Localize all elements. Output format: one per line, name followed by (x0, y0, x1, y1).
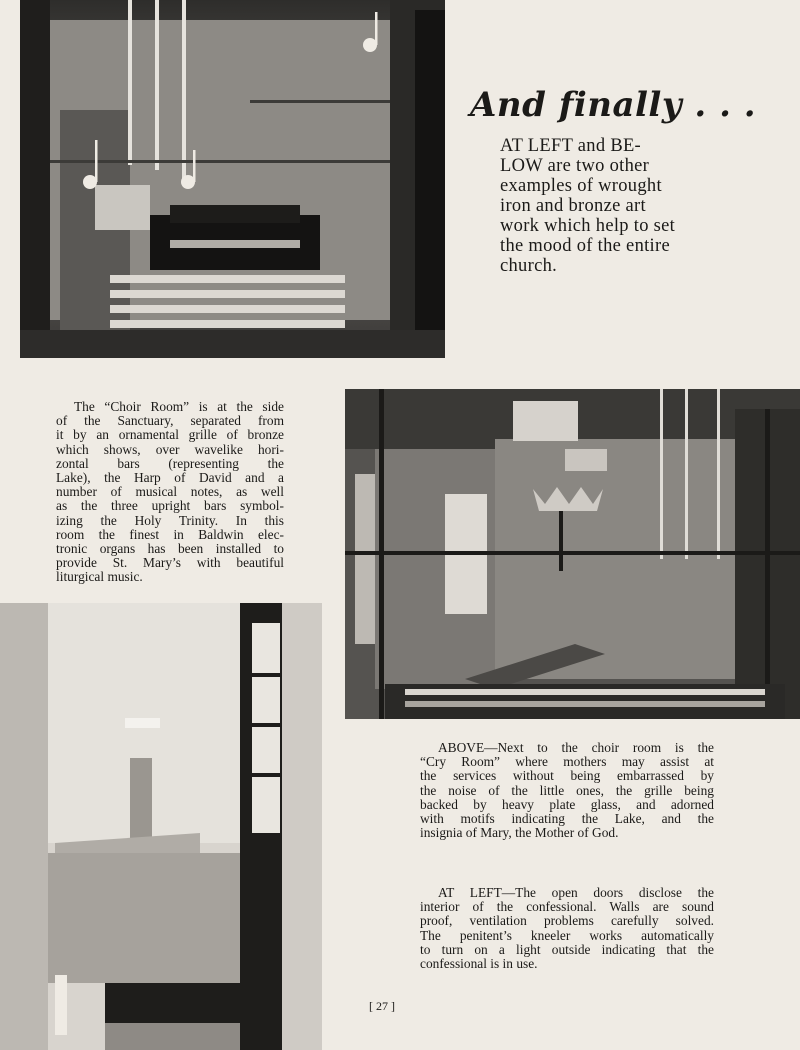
caption-line: backed by heavy plate glass, and adorned (420, 796, 714, 812)
caption-line: the services without being embarrassed by (420, 768, 714, 784)
caption-line: “Cry Room” where mothers may assist at (420, 754, 714, 770)
caption-line: to turn on a light outside indicating that the (420, 941, 714, 957)
caption-line: tronic organs has been installed to (56, 541, 284, 557)
caption-line: the noise of the little ones, the grille being (420, 782, 714, 798)
intro-line: AT LEFT and BE- (500, 136, 642, 156)
caption-line: provide St. Mary’s with beautiful (56, 555, 284, 571)
intro-line: iron and bronze art (500, 196, 646, 216)
cry-room-caption (420, 741, 714, 840)
caption-line: ABOVE—Next to the choir room is the (438, 740, 714, 755)
intro-line: the mood of the entire (500, 236, 670, 256)
caption-line: room the finest in Baldwin elec- (56, 526, 284, 542)
intro-text (500, 136, 705, 276)
caption-line: confessional is in use. (420, 956, 538, 972)
intro-line: church. (500, 256, 558, 276)
caption-line: AT LEFT—The open doors disclose the (438, 885, 714, 900)
caption-line: it by an ornamental grille of bronze (56, 427, 284, 443)
caption-line: insignia of Mary, the Mother of God. (420, 825, 619, 841)
page-number: [ 27 ] (369, 999, 395, 1013)
intro-line: examples of wrought (500, 176, 662, 196)
caption-line: as the three upright bars symbol- (56, 498, 284, 514)
confessional-photo (0, 603, 322, 1050)
intro-line: work which help to set (500, 216, 676, 236)
caption-line: Lake), the Harp of David and a (56, 470, 284, 486)
choir-room-organ-photo (20, 0, 445, 358)
caption-line: The penitent’s kneeler works automatically (420, 927, 714, 943)
cry-room-photo (345, 389, 800, 719)
caption-line: of the Sanctuary, separated from (56, 413, 284, 429)
caption-line: The “Choir Room” is at the side (74, 399, 284, 414)
intro-line: LOW are two other (500, 156, 650, 176)
page-title: And finally . . . (470, 84, 757, 125)
caption-line: with motifs indicating the Lake, and the (420, 811, 714, 827)
caption-line: zontal bars (representing the (56, 455, 284, 471)
caption-line: liturgical music. (56, 569, 143, 585)
caption-line: which shows, over wavelike hori- (56, 441, 284, 457)
choir-room-caption (56, 400, 284, 585)
caption-line: proof, ventilation problems carefully solved. (420, 913, 714, 929)
caption-line: number of musical notes, as well (56, 484, 284, 500)
caption-line: izing the Holy Trinity. In this (56, 512, 284, 528)
confessional-caption (420, 886, 714, 971)
caption-line: interior of the confessional. Walls are sound (420, 899, 714, 915)
